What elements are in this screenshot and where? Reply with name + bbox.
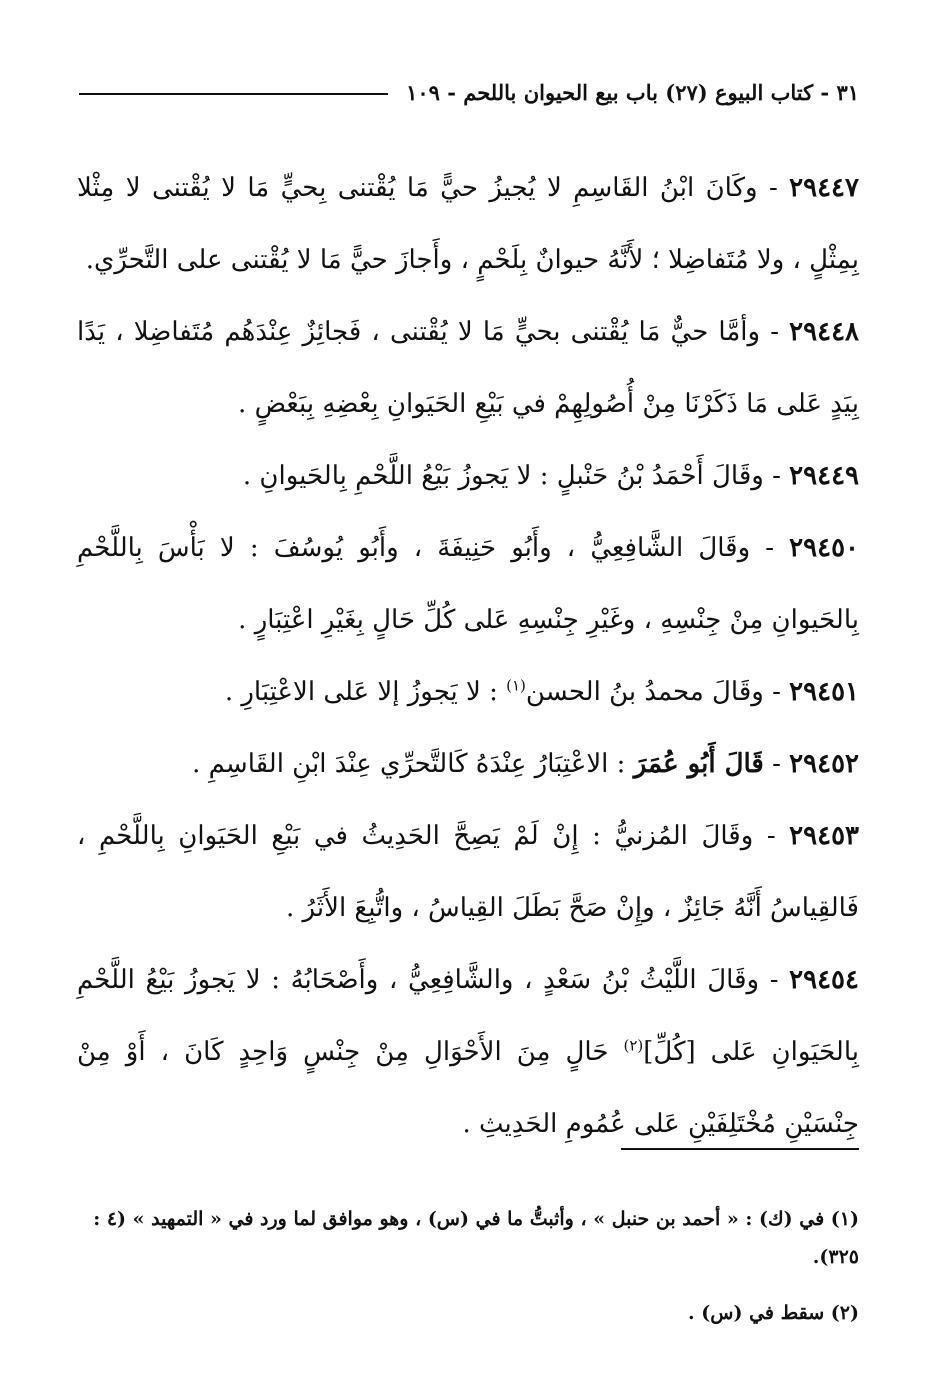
paragraph-number: ٢٩٤٥١ <box>789 677 859 707</box>
paragraph-29450 <box>77 512 859 656</box>
paragraph-29454 <box>77 944 859 1160</box>
paragraph-text: : الاعْتِبَارُ عِنْدَهُ كَالتَّحرِّي عِنْدَ ابْنِ القَاسِمِ . <box>192 749 634 779</box>
separator: - <box>763 461 790 491</box>
paragraph-text: وقَالَ الشَّافِعِيُّ ، وأَبُو حَنِيفَةَ ، وأَبُو يُوسُفَ : لا بَأْسَ بِاللَّحْمِ بِالحَيوانِ مِنْ جِنْسِهِ ، وغَيْرِ جِنْسِهِ عَلى كُلِّ حَالٍ بِغَيْرِ اعْتِبَارٍ . <box>77 533 859 635</box>
author-attribution: قَالَ أَبُو عُمَرَ <box>633 749 764 779</box>
header-rule <box>79 93 388 95</box>
paragraph-29448 <box>77 296 859 440</box>
footnote-separator <box>621 1148 859 1150</box>
paragraph-29449 <box>77 440 859 512</box>
separator: - <box>759 965 790 995</box>
paragraph-text-cont: : لا يَجوزُ إلا عَلى الاعْتِبَارِ . <box>224 677 507 707</box>
footnote-ref: (١) <box>506 676 526 695</box>
footnote-1: (١) في (ك) : « أحمد بن حنبل » ، وأثبتُّ ما في (س) ، وهو موافق لما ورد في « التمهيد » (٤ : ٣٢٥). <box>93 1208 859 1268</box>
separator: - <box>763 677 790 707</box>
running-header-title: ٣١ - كتاب البيوع (٢٧) باب بيع الحيوان باللحم - ١٠٩ <box>406 79 859 105</box>
paragraph-29451 <box>77 656 859 728</box>
separator: - <box>763 749 790 779</box>
paragraph-number: ٢٩٤٥٣ <box>789 821 859 851</box>
paragraph-text: وقَالَ المُزنيُّ : إِنْ لَمْ يَصِحَّ الحَدِيثُ في بَيْعِ الحَيَوانِ بِاللَّحْمِ ، فَالقِياسُ أَنَّهُ جَائِزٌ ، وإِنْ صَحَّ بَطَلَ القِياسُ ، واتُّبِعَ الأَثَرُ . <box>77 821 859 923</box>
paragraph-29447 <box>77 152 859 296</box>
paragraph-number: ٢٩٤٥٢ <box>789 749 859 779</box>
paragraph-number: ٢٩٤٤٧ <box>789 173 859 203</box>
footnotes <box>77 1200 859 1350</box>
paragraph-number: ٢٩٤٤٩ <box>789 461 859 491</box>
paragraph-number: ٢٩٤٤٨ <box>789 317 859 347</box>
separator: - <box>760 317 790 347</box>
paragraph-number: ٢٩٤٥٠ <box>789 533 859 563</box>
paragraph-29452 <box>77 728 859 800</box>
footnote-ref: (٢) <box>623 1036 644 1055</box>
paragraph-text: وقَالَ أَحْمَدُ بْنُ حَنْبلٍ : لا يَجوزُ بَيْعُ اللَّحْمِ بِالحَيوانِ . <box>242 461 764 491</box>
footnote-2: (٢) سقط في (س) . <box>688 1302 859 1324</box>
paragraph-29453 <box>77 800 859 944</box>
running-header <box>79 72 859 112</box>
paragraph-text: وأمَّا حيٌّ مَا يُقْتنى بحيٍّ مَا لا يُقْتنى ، فَجائِزٌ عِنْدَهُم مُتَفاضِلا ، يَدًا بِيَدٍ عَلى مَا ذَكَرْنَا مِنْ أُصُولِهِمْ في بَيْعِ الحَيَوانِ بِعْضِهِ بِبَعْضٍ . <box>77 317 859 419</box>
separator: - <box>757 173 790 203</box>
paragraph-number: ٢٩٤٥٤ <box>789 965 859 995</box>
paragraph-text: وقَالَ محمدُ بنُ الحسن <box>525 677 764 707</box>
main-text <box>77 152 859 1160</box>
paragraph-text: وكَانَ ابْنُ القَاسِمِ لا يُجيزُ حيًّ مَا يُقْتنى بِحيٍّ مَا لا يُقْتنى لا مِثْلا بِمِثْلٍ ، ولا مُتَفاضِلا ؛ لأَنَّهُ حيوانٌ بِلَحْمٍ ، وأَجازَ حيًّ مَا لا يُقْتنى على التَّحرِّي. <box>77 173 859 275</box>
separator: - <box>753 821 790 851</box>
separator: - <box>750 533 790 563</box>
paragraph-text-cont: حَالٍ مِنَ الأَحْوَالِ مِنْ جِنْسٍ وَاحِدٍ كَانَ ، أَوْ مِنْ جِنْسَيْنِ مُخْتَلِفَيْنِ عَلى عُمُومِ الحَدِيثِ . <box>77 1037 859 1139</box>
paragraph-text: وقَالَ اللَّيْثُ بْنُ سَعْدٍ ، والشَّافِعِيُّ ، وأَصْحَابُهُ : لا يَجوزُ بَيْعُ اللَّحْمِ بِالحَيَوانِ عَلى [كُلِّ] <box>77 965 859 1067</box>
